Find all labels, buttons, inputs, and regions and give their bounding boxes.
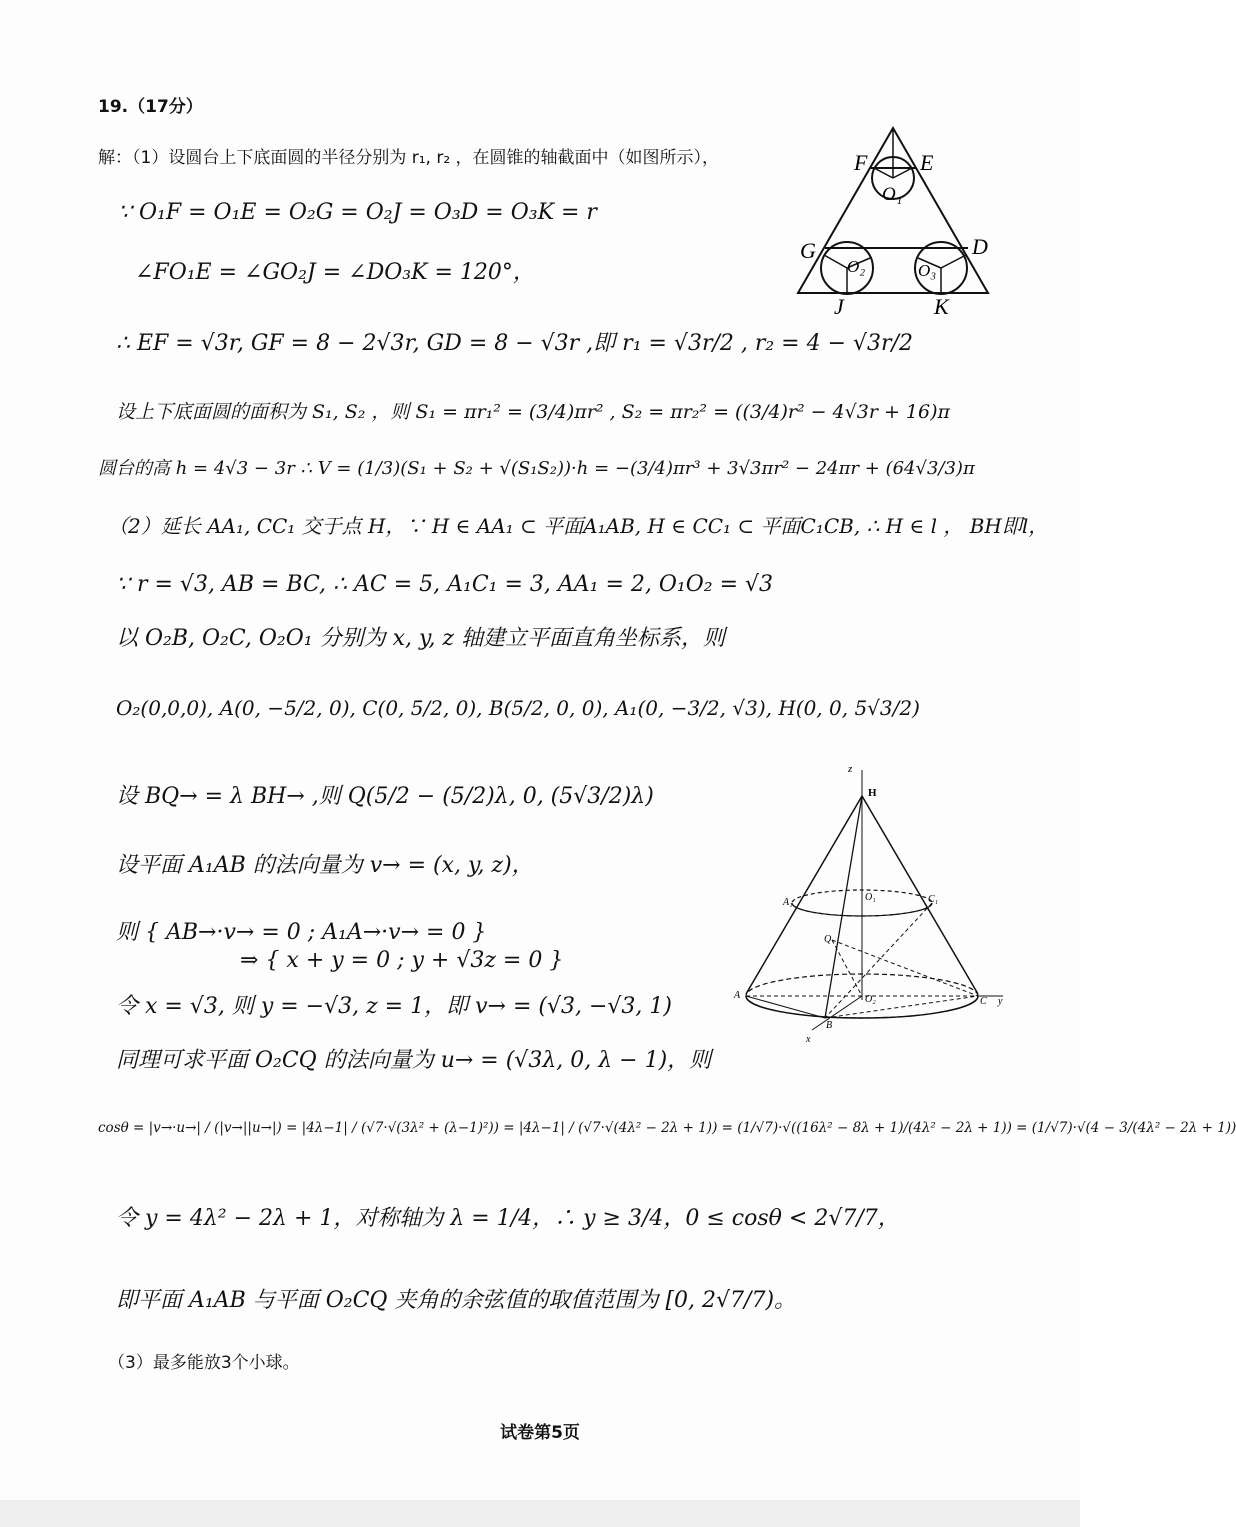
label-F: F xyxy=(854,150,868,175)
page-number: 试卷第5页 xyxy=(500,1423,580,1443)
part2-line1: （2）延长 AA₁, CC₁ 交于点 H，∵ H ∈ AA₁ ⊂ 平面A₁AB, H ∈ CC₁ ⊂ 平面C₁CB, ∴ H ∈ l ， BH即l， xyxy=(108,514,1049,538)
bottom-edge xyxy=(0,1500,1080,1527)
label-A: A xyxy=(734,990,741,1001)
part2-line7b: ⇒ { x + y = 0 ; y + √3z = 0 } xyxy=(240,948,564,973)
label-C1: C₁ xyxy=(928,894,939,905)
label-Q: Q xyxy=(824,934,832,945)
label-z: z xyxy=(848,763,853,775)
label-x: x xyxy=(806,1034,811,1045)
part2-line5: 设 BQ→ = λ BH→ ,则 Q(5/2 − (5/2)λ, 0, (5√3/2)λ) xyxy=(116,784,654,809)
part2-line2: ∵ r = √3, AB = BC, ∴ AC = 5, A₁C₁ = 3, AA₁ = 2, O₁O₂ = √3 xyxy=(116,572,774,597)
label-E: E xyxy=(920,150,934,175)
cone-left-edge xyxy=(746,796,862,994)
label-O2: O₂ xyxy=(865,994,876,1005)
part2-line11: 令 y = 4λ² − 2λ + 1，对称轴为 λ = 1/4，∴ y ≥ 3/4，0 ≤ cosθ < 2√7/7， xyxy=(116,1206,900,1231)
part2-line10: cosθ = |v→·u→| / (|v→||u→|) = |4λ−1| / (√7·√(3λ² + (λ−1)²)) = |4λ−1| / (√7·√(4λ² − 2λ + 1)) = (1/√7)·√((16λ² − 8λ + 1)/(4λ² − 2λ + 1)) = (1/√7)·√(4 − 3/(4λ² − 2λ + 1)) xyxy=(98,1120,1236,1136)
part3-line1: （3）最多能放3个小球。 xyxy=(108,1353,300,1373)
part2-line8: 令 x = √3, 则 y = −√3, z = 1，即 v→ = (√3, −√3, 1) xyxy=(116,994,672,1019)
part1-eq5: 圆台的高 h = 4√3 − 3r ∴ V = (1/3)(S₁ + S₂ + √(S₁S₂))·h = −(3/4)πr³ + 3√3πr² − 24πr + (64√3/3)π xyxy=(98,458,975,479)
label-O2: O₂ xyxy=(847,257,866,276)
cross-section-figure xyxy=(790,120,1000,320)
label-G: G xyxy=(800,238,816,263)
label-O3: O₃ xyxy=(918,261,937,280)
label-O1: O₁ xyxy=(882,184,903,205)
label-D: D xyxy=(972,234,988,259)
part2-line4: O₂(0,0,0), A(0, −5/2, 0), C(0, 5/2, 0), B(5/2, 0, 0), A₁(0, −3/2, √3), H(0, 0, 5√3/2) xyxy=(116,696,920,720)
problem-header xyxy=(98,99,203,116)
part2-line12: 即平面 A₁AB 与平面 O₂CQ 夹角的余弦值的取值范围为 [0, 2√7/7)。 xyxy=(116,1288,797,1313)
part1-eq3: ∴ EF = √3r, GF = 8 − 2√3r, GD = 8 − √3r ,即 r₁ = √3r/2 , r₂ = 4 − √3r/2 xyxy=(116,331,913,356)
part1-intro: 解：（1）设圆台上下底面圆的半径分别为 r₁, r₂ ，在圆锥的轴截面中（如图所示）， xyxy=(98,148,720,168)
part1-eq4: 设上下底面圆的面积为 S₁, S₂ ，则 S₁ = πr₁² = (3/4)πr² , S₂ = πr₂² = ((3/4)r² − 4√3r + 16)π xyxy=(116,401,950,423)
part1-eq1: ∵ O₁F = O₁E = O₂G = O₂J = O₃D = O₃K = r xyxy=(118,200,597,225)
label-J: J xyxy=(834,294,844,319)
part1-eq2: ∠FO₁E = ∠GO₂J = ∠DO₃K = 120°， xyxy=(135,260,535,285)
label-y: y xyxy=(998,996,1003,1007)
label-B: B xyxy=(826,1020,833,1031)
cone-3d-figure xyxy=(728,760,1018,1050)
part2-line6: 设平面 A₁AB 的法向量为 v→ = (x, y, z)， xyxy=(116,853,534,878)
label-K: K xyxy=(934,294,949,319)
label-C: C xyxy=(980,996,987,1007)
label-H: H xyxy=(868,787,877,799)
label-A1: A₁ xyxy=(783,897,793,908)
problem-number: 19. xyxy=(98,97,129,117)
part2-line3: 以 O₂B, O₂C, O₂O₁ 分别为 x, y, z 轴建立平面直角坐标系，则 xyxy=(116,626,726,651)
label-O1: O₁ xyxy=(865,892,876,903)
x-axis xyxy=(812,996,862,1030)
part2-line7a: 则 { AB→·v→ = 0 ; A₁A→·v→ = 0 } xyxy=(116,920,487,945)
part2-line9: 同理可求平面 O₂CQ 的法向量为 u→ = (√3λ, 0, λ − 1)，则 xyxy=(116,1048,712,1073)
cone-right-edge xyxy=(862,796,978,994)
problem-points: （17分） xyxy=(128,97,203,117)
